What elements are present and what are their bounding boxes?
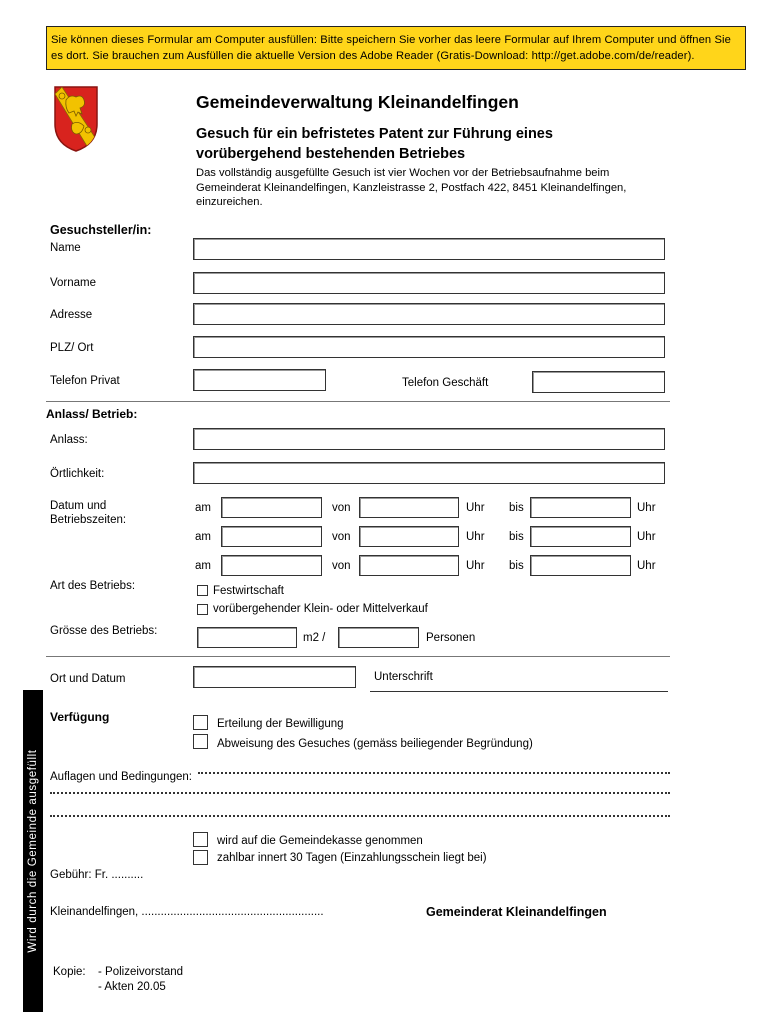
date-input[interactable] [221, 526, 322, 547]
event-heading: Anlass/ Betrieb: [46, 407, 138, 421]
kopie-recipient-2: - Akten 20.05 [98, 981, 166, 993]
intro-text [196, 166, 626, 210]
form-subtitle-line-1: Gesuch für ein befristetes Patent zur Führung eines [196, 126, 553, 142]
von-label: von [332, 531, 351, 543]
personen-label: Personen [426, 632, 476, 644]
uhr-label: Uhr [637, 560, 656, 572]
oertlichkeit-label: Örtlichkeit: [50, 468, 105, 480]
unterschrift-label: Unterschrift [374, 671, 433, 683]
intro-line-1: Das vollständig ausgefüllte Gesuch ist vier Wochen vor der Betriebsaufnahme beim [196, 167, 610, 179]
am-label: am [195, 502, 211, 514]
gebuehr-label: Gebühr: Fr. .......... [50, 869, 144, 881]
vorname-input[interactable] [193, 272, 665, 294]
ort-unterschrift-line: Kleinandelfingen, ......................................................... [50, 906, 324, 918]
telefon-privat-input[interactable] [193, 369, 326, 391]
uhr-label: Uhr [466, 502, 485, 514]
intro-line-2: Gemeinderat Kleinandelfingen, Kanzleistrasse 2, Postfach 422, 8451 Kleinandelfingen, [196, 181, 627, 194]
verkauf-label: vorübergehender Klein- oder Mittelverkauf [213, 603, 428, 615]
applicant-heading: Gesuchsteller/in: [50, 223, 152, 237]
uhr-label: Uhr [637, 502, 656, 514]
page-title: Gemeindeverwaltung Kleinandelfingen [196, 92, 519, 112]
telefon-geschaeft-input[interactable] [532, 371, 665, 393]
official-use-sidebar [23, 690, 43, 1012]
datum-label-line-2: Betriebszeiten: [50, 514, 127, 526]
kopie-label: Kopie: [53, 966, 86, 978]
anlass-input[interactable] [193, 428, 665, 450]
telefon-privat-label: Telefon Privat [50, 375, 120, 387]
verkauf-checkbox[interactable] [197, 604, 208, 615]
telefon-geschaeft-label: Telefon Geschäft [402, 377, 489, 389]
time-to-input[interactable] [530, 555, 631, 576]
datum-label [50, 499, 126, 527]
m2-input[interactable] [197, 627, 297, 648]
adresse-label: Adresse [50, 309, 93, 321]
auflagen-label: Auflagen und Bedingungen: [50, 771, 192, 783]
adresse-input[interactable] [193, 303, 665, 325]
date-input[interactable] [221, 555, 322, 576]
verfuegung-heading: Verfügung [50, 710, 110, 724]
ort-datum-input[interactable] [193, 666, 356, 688]
name-input[interactable] [193, 238, 665, 260]
bis-label: bis [509, 560, 524, 572]
auflagen-line[interactable] [50, 815, 670, 817]
erteilung-label: Erteilung der Bewilligung [217, 718, 344, 730]
von-label: von [332, 560, 351, 572]
abweisung-label: Abweisung des Gesuches (gemäss beiliegender Begründung) [217, 738, 533, 750]
signature-line[interactable] [370, 691, 668, 692]
time-from-input[interactable] [359, 526, 459, 547]
zahlbar-checkbox[interactable] [193, 850, 208, 865]
bis-label: bis [509, 531, 524, 543]
time-to-input[interactable] [530, 497, 631, 518]
adobe-reader-notice: Sie können dieses Formular am Computer ausfüllen: Bitte speichern Sie vorher das leere Formular auf Ihrem Computer und öffnen Sie es dort. Sie brauchen zum Ausfüllen die aktuelle Version des Adobe Reader (Gratis-Download: http://get.adobe.com/de/reader). [46, 26, 746, 70]
am-label: am [195, 531, 211, 543]
auflagen-line[interactable] [198, 772, 670, 774]
uhr-label: Uhr [637, 531, 656, 543]
personen-input[interactable] [338, 627, 419, 648]
von-label: von [332, 502, 351, 514]
gemeinderat-label: Gemeinderat Kleinandelfingen [426, 905, 607, 919]
section-divider [46, 401, 670, 402]
intro-line-3: einzureichen. [196, 196, 263, 208]
zahlbar-label: zahlbar innert 30 Tagen (Einzahlungsschein liegt bei) [217, 852, 487, 864]
plz-ort-label: PLZ/ Ort [50, 342, 94, 354]
m2-label: m2 / [303, 632, 326, 644]
municipal-crest-logo [52, 84, 100, 154]
groesse-label: Grösse des Betriebs: [50, 625, 158, 637]
section-divider [46, 656, 670, 657]
uhr-label: Uhr [466, 560, 485, 572]
time-from-input[interactable] [359, 497, 459, 518]
name-label: Name [50, 242, 81, 254]
form-subtitle [196, 124, 553, 164]
kopie-recipient-1: - Polizeivorstand [98, 966, 184, 978]
vorname-label: Vorname [50, 277, 97, 289]
datum-label-line-1: Datum und [50, 500, 107, 512]
kasse-checkbox[interactable] [193, 832, 208, 847]
erteilung-checkbox[interactable] [193, 715, 208, 730]
bis-label: bis [509, 502, 524, 514]
am-label: am [195, 560, 211, 572]
festwirtschaft-checkbox[interactable] [197, 585, 208, 596]
plz-ort-input[interactable] [193, 336, 665, 358]
festwirtschaft-label: Festwirtschaft [213, 585, 284, 597]
date-input[interactable] [221, 497, 322, 518]
auflagen-line[interactable] [50, 792, 670, 794]
oertlichkeit-input[interactable] [193, 462, 665, 484]
uhr-label: Uhr [466, 531, 485, 543]
kasse-label: wird auf die Gemeindekasse genommen [217, 835, 423, 847]
time-to-input[interactable] [530, 526, 631, 547]
ort-datum-label: Ort und Datum [50, 673, 126, 685]
art-label: Art des Betriebs: [50, 580, 136, 592]
official-use-label: Wird durch die Gemeinde ausgefüllt [27, 749, 39, 953]
time-from-input[interactable] [359, 555, 459, 576]
form-subtitle-line-2: vorübergehend bestehenden Betriebes [196, 146, 466, 162]
abweisung-checkbox[interactable] [193, 734, 208, 749]
anlass-label: Anlass: [50, 434, 88, 446]
